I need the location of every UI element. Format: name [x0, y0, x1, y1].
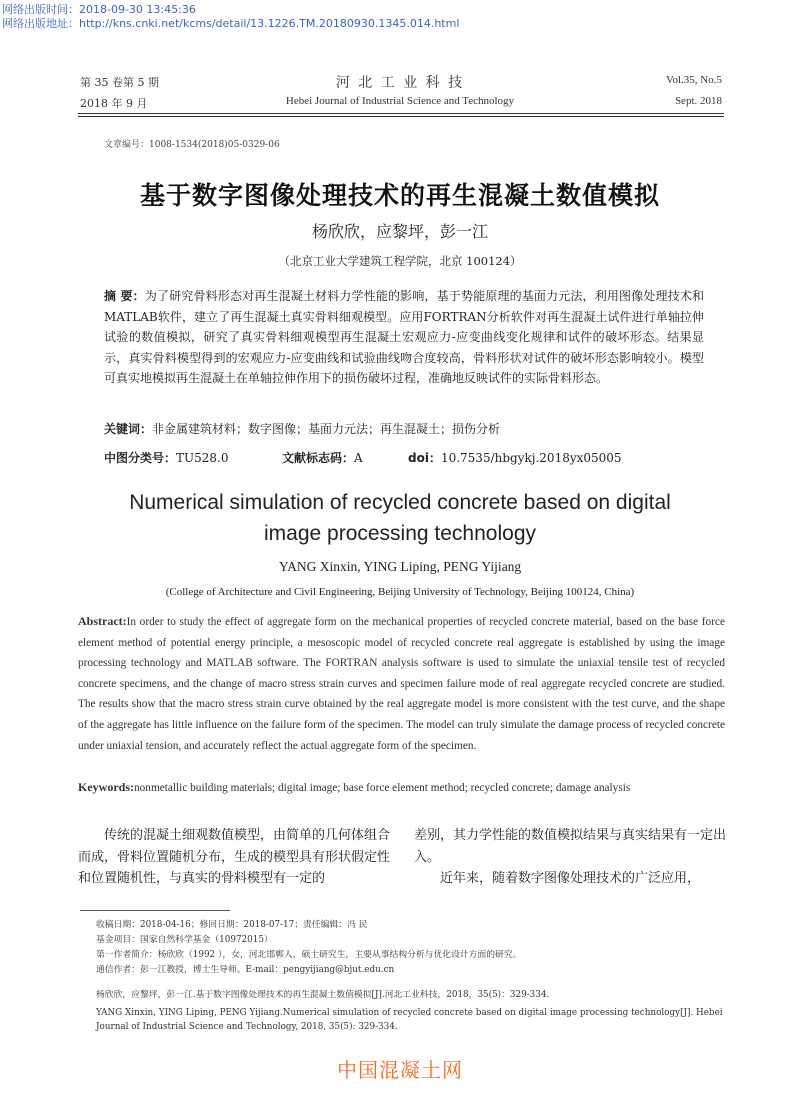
header-date-cn: 2018 年 9 月 — [80, 97, 148, 110]
keywords-cn-label: 关键词： — [104, 422, 153, 436]
abstract-cn — [104, 286, 704, 389]
site-brand-watermark: 中国混凝土网 — [337, 1058, 463, 1082]
citation-cn: 杨欣欣，应黎坪，彭一江.基于数字图像处理技术的再生混凝土数值模拟[J].河北工业科技，2018，35(5)：329-334. — [96, 990, 550, 1000]
cnki-publish-url[interactable]: 网络出版地址：http://kns.cnki.net/kcms/detail/13.1226.TM.20180930.1345.014.html — [2, 17, 460, 30]
title-en-line1: Numerical simulation of recycled concrete based on digital — [129, 491, 671, 514]
doc-code-label: 文献标志码： — [282, 451, 355, 465]
abstract-cn-label: 摘 要： — [104, 289, 145, 303]
doc-code — [282, 449, 363, 466]
clc-value: TU528.0 — [176, 451, 229, 465]
header-rule — [78, 113, 724, 114]
keywords-en-label: Keywords: — [78, 780, 134, 794]
header-volume-en: Vol.35, No.5 — [665, 74, 722, 86]
citation-en: YANG Xinxin, YING Liping, PENG Yijiang.Numerical simulation of recycled concrete based on digital image processing technology[J]. Hebei Journal of Industrial Science and Technology, 2018, 35(5): 329-334. — [96, 1008, 723, 1032]
abstract-cn-text: 为了研究骨料形态对再生混凝土材料力学性能的影响，基于势能原理的基面力元法，利用图像处理技术和MATLAB软件，建立了再生混凝土真实骨料细观模型。应用FORTRAN分析软件对再生混凝土试件进行单轴拉伸试验的数值模拟，研究了真实骨料细观模型再生混凝土宏观应力-应变曲线变化规律和试件的破坏形态。结果显示，真实骨料模型得到的宏观应力-应变曲线和试验曲线吻合度较高，骨料形状对试件的破坏形态影响较小。模型可真实地模拟再生混凝土在单轴拉伸作用下的损伤破坏过程，准确地反映试件的实际骨料形态。 — [104, 289, 704, 385]
footnote-received: 收稿日期：2018-04-16；修回日期：2018-07-17；责任编辑：冯 民 — [96, 920, 368, 930]
header-rule-2 — [78, 116, 724, 117]
footnote-rule — [80, 910, 230, 911]
body-right-column-1: 差别，其力学性能的数值模拟结果与真实结果有一定出入。 — [414, 828, 727, 865]
header-date-en: Sept. 2018 — [674, 95, 722, 107]
title-en-line2: image processing technology — [264, 522, 536, 545]
keywords-en — [78, 777, 725, 799]
header-journal-cn: 河 北 工 业 科 技 — [335, 75, 465, 91]
authors-cn: 杨欣欣，应黎坪，彭一江 — [311, 222, 488, 241]
abstract-en-label: Abstract: — [78, 614, 127, 628]
header-journal-en: Hebei Journal of Industrial Science and Technology — [285, 95, 515, 107]
affiliation-cn: （北京工业大学建筑工程学院，北京 100124） — [278, 254, 522, 268]
affiliation-en: (College of Architecture and Civil Engineering, Beijing University of Technology, Beijing 100124, China) — [165, 586, 635, 598]
doi-label: doi： — [408, 451, 441, 465]
abstract-en — [78, 611, 725, 756]
body-left-column: 传统的混凝土细观数值模型，由简单的几何体组合而成，骨料位置随机分布，生成的模型具有形状假定性和位置随机性，与真实的骨料模型有一定的 — [78, 828, 391, 886]
abstract-en-text: In order to study the effect of aggregate form on the mechanical properties of recycled concrete material, based on the base force element method of potential energy principle, a mesoscopic model of recycled concrete real aggregate is established by using the image processing technology and MATLAB software. The FORTRAN analysis software is used to simulate the uniaxial tensile test of recycled concrete specimens, and the change of macro stress strain curves and specimen failure mode of real aggregate recycled concrete are studied. The results show that the macro stress strain curve obtained by the real aggregate model is more consistent with the test curve, and the shape of the aggregate has little influence on the failure form of the specimen. The model can truly simulate the damage process of recycled concrete under uniaxial tension, and accurately reflect the actual aggregate form of the specimen. — [78, 616, 725, 752]
footnote-author: 第一作者简介：杨欣欣（1992 ），女，河北邯郸人，硕士研究生，主要从事结构分析与优化设计方面的研究。 — [96, 950, 522, 960]
doc-code-value: A — [354, 451, 363, 465]
header-volume-cn: 第 35 卷第 5 期 — [80, 76, 159, 89]
clc-number — [104, 449, 229, 466]
keywords-en-text: nonmetallic building materials; digital image; base force element method; recycled concrete; damage analysis — [134, 782, 631, 794]
authors-en: YANG Xinxin, YING Liping, PENG Yijiang — [278, 559, 522, 574]
doi — [408, 449, 622, 466]
keywords-cn — [104, 420, 500, 437]
page-title: 基于数字图像处理技术的再生混凝土数值模拟 — [139, 181, 660, 210]
clc-label: 中图分类号： — [104, 451, 177, 465]
keywords-cn-text: 非金属建筑材料；数字图像；基面力元法；再生混凝土；损伤分析 — [152, 422, 501, 436]
footnote-corresponding: 通信作者：彭一江教授，博士生导师。E-mail：pengyijiang@bjut.edu.cn — [96, 965, 395, 975]
doi-value[interactable]: 10.7535/hbgykj.2018yx05005 — [440, 451, 622, 465]
footnote-fund: 基金项目：国家自然科学基金（10972015） — [96, 935, 273, 945]
body-right-column-2: 近年来，随着数字图像处理技术的广泛应用， — [440, 871, 701, 886]
cnki-publish-time: 网络出版时间：2018-09-30 13:45:36 — [2, 3, 196, 16]
article-number: 文章编号：1008-1534(2018)05-0329-06 — [104, 140, 280, 150]
